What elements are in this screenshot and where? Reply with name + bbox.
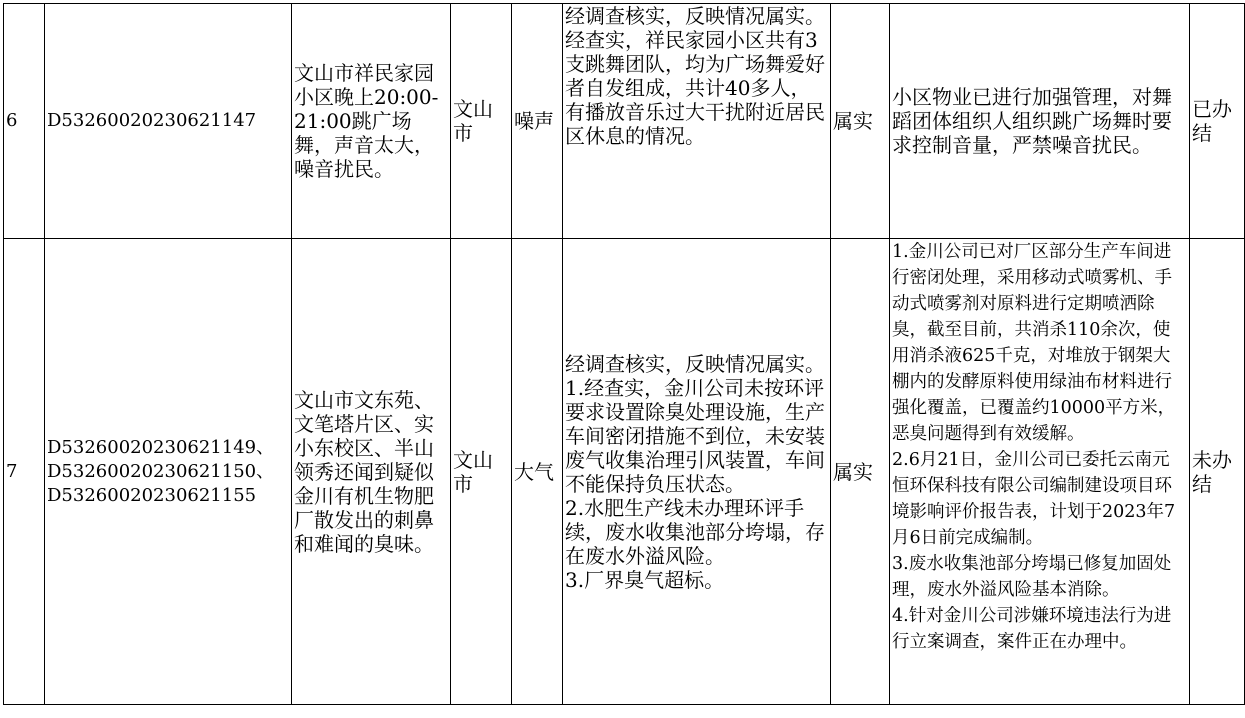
status-cell: 已办结: [1190, 4, 1245, 239]
table-row: [4, 4, 1245, 239]
pollution-type-cell: 大气: [512, 239, 563, 705]
finding-paragraph: 经查实，祥民家园小区共有3支跳舞团队，均为广场舞爱好者自发组成，共计40多人，有播放音乐过大干扰附近居民区休息的情况。: [565, 28, 825, 148]
city-cell: 文山市: [451, 4, 512, 239]
finding-paragraph: 经调查核实，反映情况属实。: [565, 4, 825, 28]
complaint-codes: [45, 239, 292, 705]
row-index: 6: [4, 4, 45, 239]
complaint-code: D53260020230621149、: [47, 436, 275, 458]
complaint-description: 文山市祥民家园小区晚上20:00-21:00跳广场舞，声音太大，噪音扰民。: [292, 4, 451, 239]
finding-paragraph: 1.经查实，金川公司未按环评要求设置除臭处理设施，生产车间密闭措施不到位，未安装废气收集治理引风装置，车间不能保持负压状态。: [565, 375, 825, 496]
complaint-table: [3, 3, 1245, 705]
verdict-cell: 属实: [831, 4, 890, 239]
complaint-description: 文山市文东苑、文笔塔片区、实小东校区、半山领秀还闻到疑似金川有机生物肥厂散发出的刺鼻和难闻的臭味。: [292, 239, 451, 705]
complaint-code: D53260020230621155: [47, 484, 257, 506]
actions-taken: [890, 239, 1190, 705]
complaint-code: D53260020230621147: [45, 4, 292, 239]
row-index: 7: [4, 239, 45, 705]
city-cell: 文山市: [451, 239, 512, 705]
complaint-code: D53260020230621150、: [47, 460, 275, 482]
finding-paragraph: 经调查核实，反映情况属实。: [565, 351, 825, 376]
pollution-type-cell: 噪声: [512, 4, 563, 239]
investigation-findings: [563, 4, 831, 239]
action-paragraph: 4.针对金川公司涉嫌环境违法行为进行立案调查，案件正在办理中。: [892, 606, 1172, 652]
actions-taken: [890, 4, 1190, 239]
finding-paragraph: 2.水肥生产线未办理环评手续，废水收集池部分垮塌，存在废水外溢风险。: [565, 495, 825, 568]
action-paragraph: 2.6月21日，金川公司已委托云南元恒环保科技有限公司编制建设项目环境影响评价报告表，计划于2023年7月6日前完成编制。: [892, 450, 1176, 548]
action-paragraph: 1.金川公司已对厂区部分生产车间进行密闭处理，采用移动式喷雾机、手动式喷雾剂对原料进行定期喷洒除臭，截至目前，共消杀110余次，使用消杀液625千克，对堆放于钢架大棚内的发酵原料使用绿油布材料进行强化覆盖，已覆盖约10000平方米，恶臭问题得到有效缓解。: [892, 242, 1176, 444]
investigation-findings: [563, 239, 831, 705]
status-cell: 未办结: [1190, 239, 1245, 705]
table-row: [4, 239, 1245, 705]
finding-paragraph: 3.厂界臭气超标。: [565, 567, 725, 592]
action-paragraph: 小区物业已进行加强管理，对舞蹈团体组织人组织跳广场舞时要求控制音量，严禁噪音扰民。: [892, 85, 1172, 157]
verdict-cell: 属实: [831, 239, 890, 705]
action-paragraph: 3.废水收集池部分垮塌已修复加固处理，废水外溢风险基本消除。: [892, 554, 1172, 600]
